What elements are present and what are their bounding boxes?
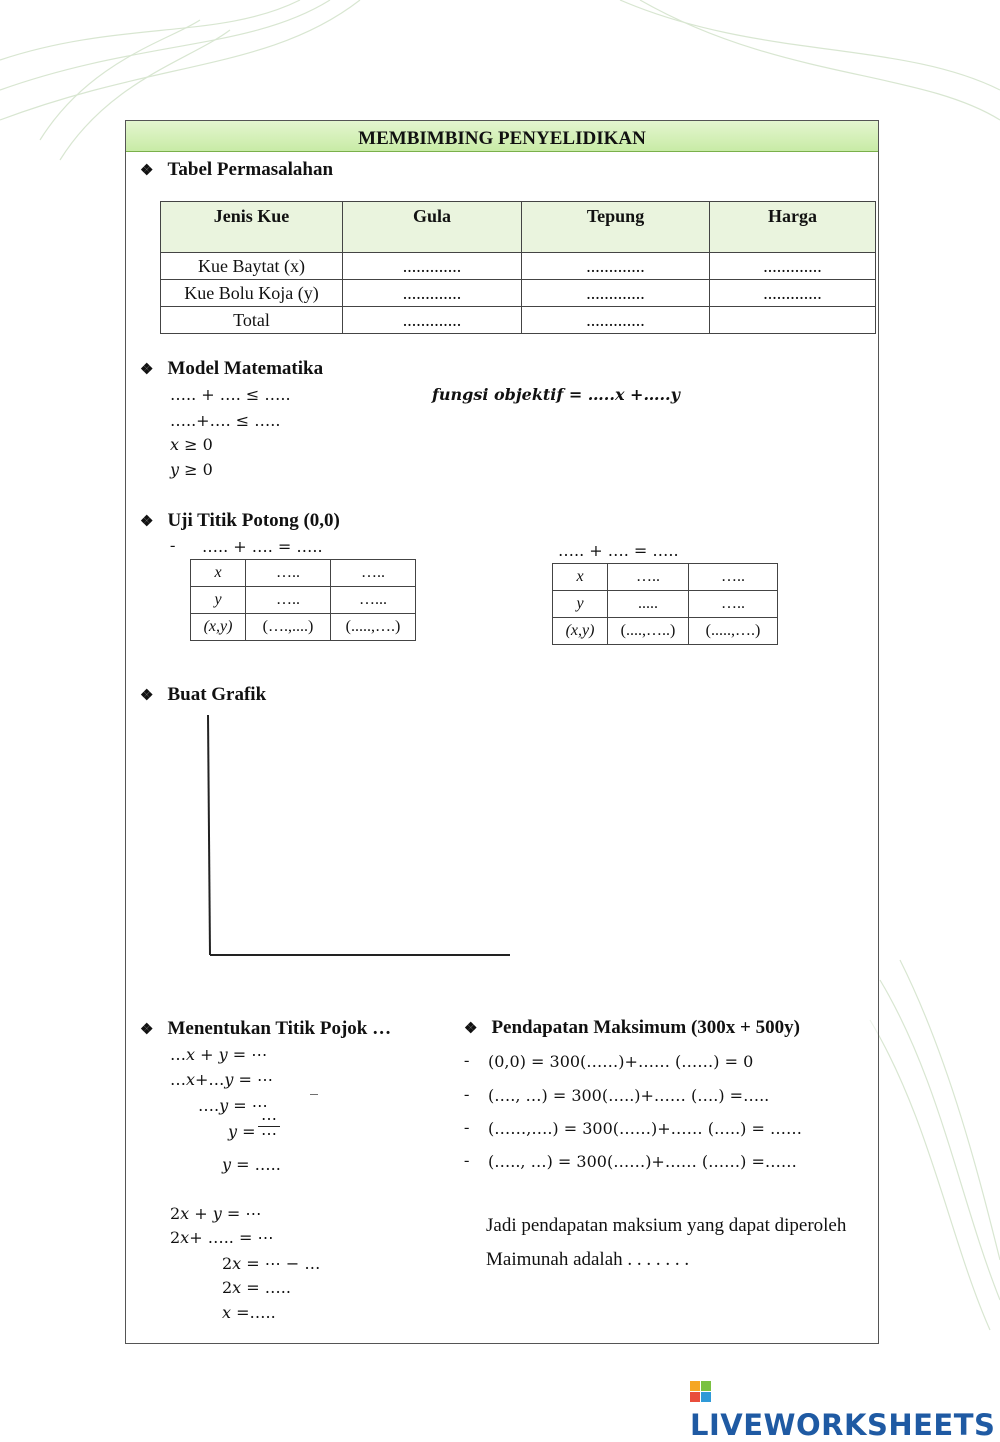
graph-drawing-area[interactable] — [204, 713, 514, 961]
column-header: Gula — [343, 202, 522, 253]
constraint-line: 𝑥 ≥ 0 — [170, 435, 213, 454]
intercept-equation-right[interactable]: ….. + …. = ….. — [558, 541, 679, 560]
answer-blank[interactable]: ….. — [608, 564, 689, 591]
answer-blank[interactable]: ............. — [710, 280, 876, 307]
section-pendapatan-maksimum-heading: ❖ Pendapatan Maksimum (300x + 500y) — [464, 1017, 800, 1038]
page-title: MEMBIMBING PENYELIDIKAN — [126, 121, 878, 152]
column-header: Jenis Kue — [161, 202, 343, 253]
intercept-equation-left[interactable]: ….. + …. = ….. — [202, 537, 323, 556]
section-model-matematika-heading: ❖ Model Matematika — [140, 358, 324, 379]
subtraction-sign: _ — [310, 1076, 318, 1095]
row-label: Kue Baytat (x) — [161, 253, 343, 280]
section-titik-pojok-heading: ❖ Menentukan Titik Pojok … — [140, 1018, 392, 1039]
answer-blank[interactable]: (.....,….) — [689, 618, 778, 645]
answer-blank[interactable]: ............. — [522, 280, 710, 307]
list-dash: - — [170, 537, 176, 554]
elimination-line[interactable]: 2𝑥+ ….. = ⋯ — [170, 1228, 274, 1247]
intercept-table-right — [552, 563, 778, 645]
fraction-denominator: ⋯ — [261, 1124, 277, 1143]
row-label: (x,y) — [191, 614, 246, 641]
answer-blank[interactable]: …... — [331, 587, 416, 614]
answer-blank[interactable]: (.....,….) — [331, 614, 416, 641]
answer-blank[interactable]: ….. — [331, 560, 416, 587]
answer-blank[interactable]: ..... — [608, 591, 689, 618]
list-dash: - — [464, 1086, 470, 1103]
diamond-bullet-icon: ❖ — [140, 514, 154, 530]
answer-blank[interactable] — [710, 307, 876, 334]
section-uji-titik-potong-heading: ❖ Uji Titik Potong (0,0) — [140, 510, 340, 531]
row-label: y — [553, 591, 608, 618]
elimination-line[interactable]: ….𝑦 = ⋯ — [198, 1096, 268, 1115]
worksheet-panel — [125, 120, 879, 1344]
table-row — [553, 591, 778, 618]
row-label: x — [191, 560, 246, 587]
row-label: (x,y) — [553, 618, 608, 645]
answer-blank[interactable]: (….,....) — [246, 614, 331, 641]
table-row — [161, 253, 876, 280]
elimination-line[interactable]: 𝑦 = ….. — [222, 1155, 281, 1174]
revenue-line[interactable]: (0,0) = 300(……)+…… (……) = 0 — [488, 1052, 754, 1071]
section-buat-grafik-heading: ❖ Buat Grafik — [140, 684, 267, 705]
logo-icon — [690, 1380, 712, 1404]
row-label: Kue Bolu Koja (y) — [161, 280, 343, 307]
fraction-numerator: ⋯ — [258, 1112, 280, 1127]
constraint-line[interactable]: ….. + …. ≤ ….. — [170, 385, 291, 404]
constraint-line[interactable]: …..+…. ≤ ….. — [170, 411, 281, 430]
elimination-line[interactable]: 2𝑥 + 𝑦 = ⋯ — [170, 1204, 262, 1223]
conclusion-answer[interactable]: Maimunah adalah . . . . . . . — [486, 1249, 690, 1270]
table-row — [191, 560, 416, 587]
liveworksheets-logo: LIVEWORKSHEETS — [690, 1374, 1000, 1442]
objective-function[interactable]: fungsi objektif = …..x +…..y — [432, 385, 680, 404]
elimination-line[interactable]: 2𝑥 = ….. — [222, 1278, 291, 1297]
answer-blank[interactable]: ….. — [689, 564, 778, 591]
answer-blank[interactable]: ............. — [343, 307, 522, 334]
table-row — [553, 618, 778, 645]
revenue-line[interactable]: (…., …) = 300(…..)+…… (….) =….. — [488, 1086, 770, 1105]
table-row — [161, 307, 876, 334]
diamond-bullet-icon: ❖ — [140, 1022, 154, 1038]
diamond-bullet-icon: ❖ — [140, 163, 154, 179]
elimination-line[interactable]: 𝑥 =….. — [222, 1303, 276, 1322]
elimination-line[interactable]: …𝑥+…𝑦 = ⋯ — [170, 1070, 274, 1089]
column-header: Harga — [710, 202, 876, 253]
table-row — [553, 564, 778, 591]
answer-blank[interactable]: (....,…..) — [608, 618, 689, 645]
column-header: Tepung — [522, 202, 710, 253]
answer-blank[interactable]: ….. — [246, 560, 331, 587]
diamond-bullet-icon: ❖ — [140, 362, 154, 378]
elimination-line[interactable]: …𝑥 + 𝑦 = ⋯ — [170, 1045, 268, 1064]
table-row — [191, 614, 416, 641]
list-dash: - — [464, 1152, 470, 1169]
answer-blank[interactable]: ….. — [246, 587, 331, 614]
revenue-line[interactable]: (….., …) = 300(……)+…… (……) =…… — [488, 1152, 797, 1171]
row-label: Total — [161, 307, 343, 334]
answer-blank[interactable]: ............. — [710, 253, 876, 280]
row-label: x — [553, 564, 608, 591]
elimination-line[interactable]: 2𝑥 = ⋯ − … — [222, 1254, 321, 1273]
list-dash: - — [464, 1119, 470, 1136]
row-label: y — [191, 587, 246, 614]
diamond-bullet-icon: ❖ — [140, 688, 154, 704]
constraint-line: 𝑦 ≥ 0 — [170, 460, 213, 479]
conclusion-text: Jadi pendapatan maksium yang dapat diperoleh — [486, 1215, 847, 1236]
elimination-line: 𝑦 = — [228, 1122, 256, 1141]
problem-table — [160, 201, 876, 334]
diamond-bullet-icon: ❖ — [464, 1021, 478, 1037]
answer-blank[interactable]: ............. — [522, 253, 710, 280]
list-dash: - — [464, 1052, 470, 1069]
answer-blank[interactable]: ............. — [343, 280, 522, 307]
table-row — [191, 587, 416, 614]
table-row — [161, 280, 876, 307]
intercept-table-left — [190, 559, 416, 641]
revenue-line[interactable]: (……,….) = 300(……)+…… (…..) = …… — [488, 1119, 802, 1138]
answer-blank[interactable]: ............. — [343, 253, 522, 280]
fraction[interactable] — [258, 1109, 280, 1143]
section-tabel-permasalahan-heading: ❖ Tabel Permasalahan — [140, 159, 334, 180]
answer-blank[interactable]: ............. — [522, 307, 710, 334]
graph-y-axis — [208, 715, 210, 955]
answer-blank[interactable]: ….. — [689, 591, 778, 618]
